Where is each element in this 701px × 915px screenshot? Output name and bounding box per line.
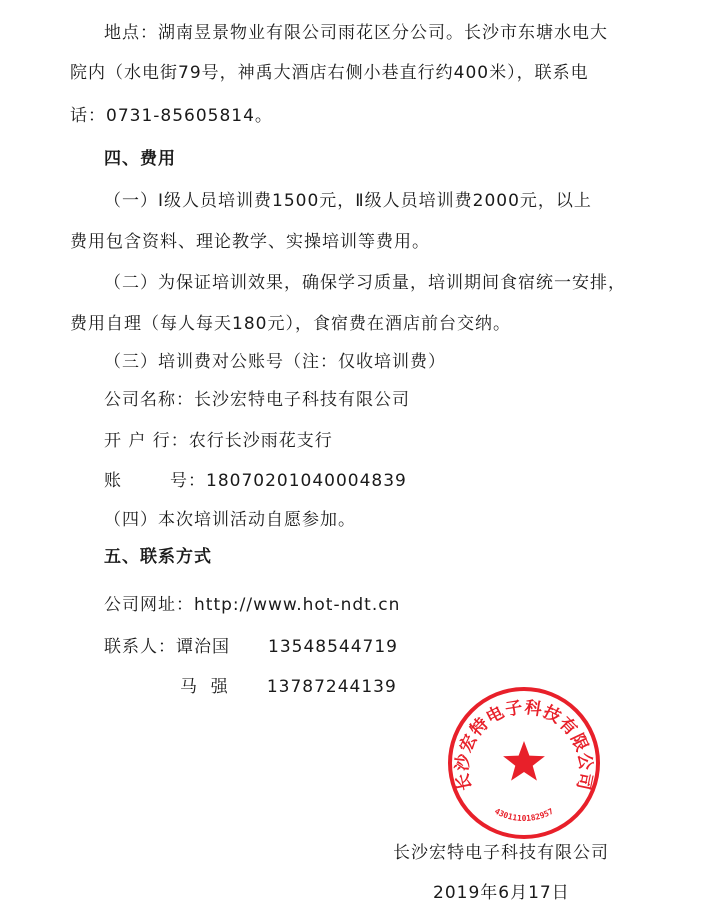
seal-text: 长沙宏特电子科技有限公司	[452, 697, 596, 793]
seal-serial: 4301110182957	[493, 806, 555, 824]
fees-item-1-line-1: （一）Ⅰ级人员培训费1500元，Ⅱ级人员培训费2000元，以上	[104, 191, 592, 211]
bank-value: 农行长沙雨花支行	[188, 431, 333, 451]
account-label-a: 账	[104, 471, 122, 491]
company-name-label: 公司名称：	[104, 390, 194, 410]
fees-item-2-line-1: （二）为保证培训效果，确保学习质量，培训期间食宿统一安排，	[104, 273, 626, 293]
website-link[interactable]: http://www.hot-ndt.cn	[194, 595, 401, 615]
company-name-row	[104, 389, 410, 411]
website-row	[104, 594, 400, 616]
signature-date: 2019年6月17日	[433, 883, 570, 903]
account-value: 18070201040004839	[206, 471, 407, 491]
signature-company: 长沙宏特电子科技有限公司	[393, 843, 609, 863]
company-seal	[445, 684, 603, 842]
contact-label: 联系人：	[104, 637, 176, 657]
contact-2-phone: 13787244139	[266, 677, 397, 697]
bank-row	[104, 430, 333, 452]
account-label-b: 号：	[170, 471, 206, 491]
fees-heading: 四、费用	[104, 149, 176, 169]
seal-star-icon	[503, 741, 545, 781]
fees-item-2-line-2: 费用自理（每人每天180元），食宿费在酒店前台交纳。	[70, 314, 511, 334]
contact-1-phone: 13548544719	[268, 637, 398, 657]
fees-item-1-line-2: 费用包含资料、理论教学、实操培训等费用。	[70, 232, 430, 252]
location-line-3: 话：0731-85605814。	[70, 106, 273, 126]
contact-row-1	[104, 636, 398, 658]
account-row	[104, 470, 407, 492]
fees-item-3: （三）培训费对公账号（注：仅收培训费）	[104, 352, 446, 372]
company-name-value: 长沙宏特电子科技有限公司	[194, 390, 410, 410]
contact-heading: 五、联系方式	[104, 547, 212, 567]
website-label: 公司网址：	[104, 595, 194, 615]
location-line-1: 地点：湖南昱景物业有限公司雨花区分公司。长沙市东塘水电大	[104, 23, 608, 43]
bank-label: 开 户 行：	[104, 431, 189, 451]
location-line-2: 院内（水电街79号，神禹大酒店右侧小巷直行约400米），联系电	[70, 63, 589, 83]
contact-1-name: 谭治国	[176, 637, 230, 657]
contact-row-2	[180, 676, 397, 698]
contact-2-name: 马 强	[180, 677, 229, 697]
fees-item-4: （四）本次培训活动自愿参加。	[104, 510, 356, 530]
